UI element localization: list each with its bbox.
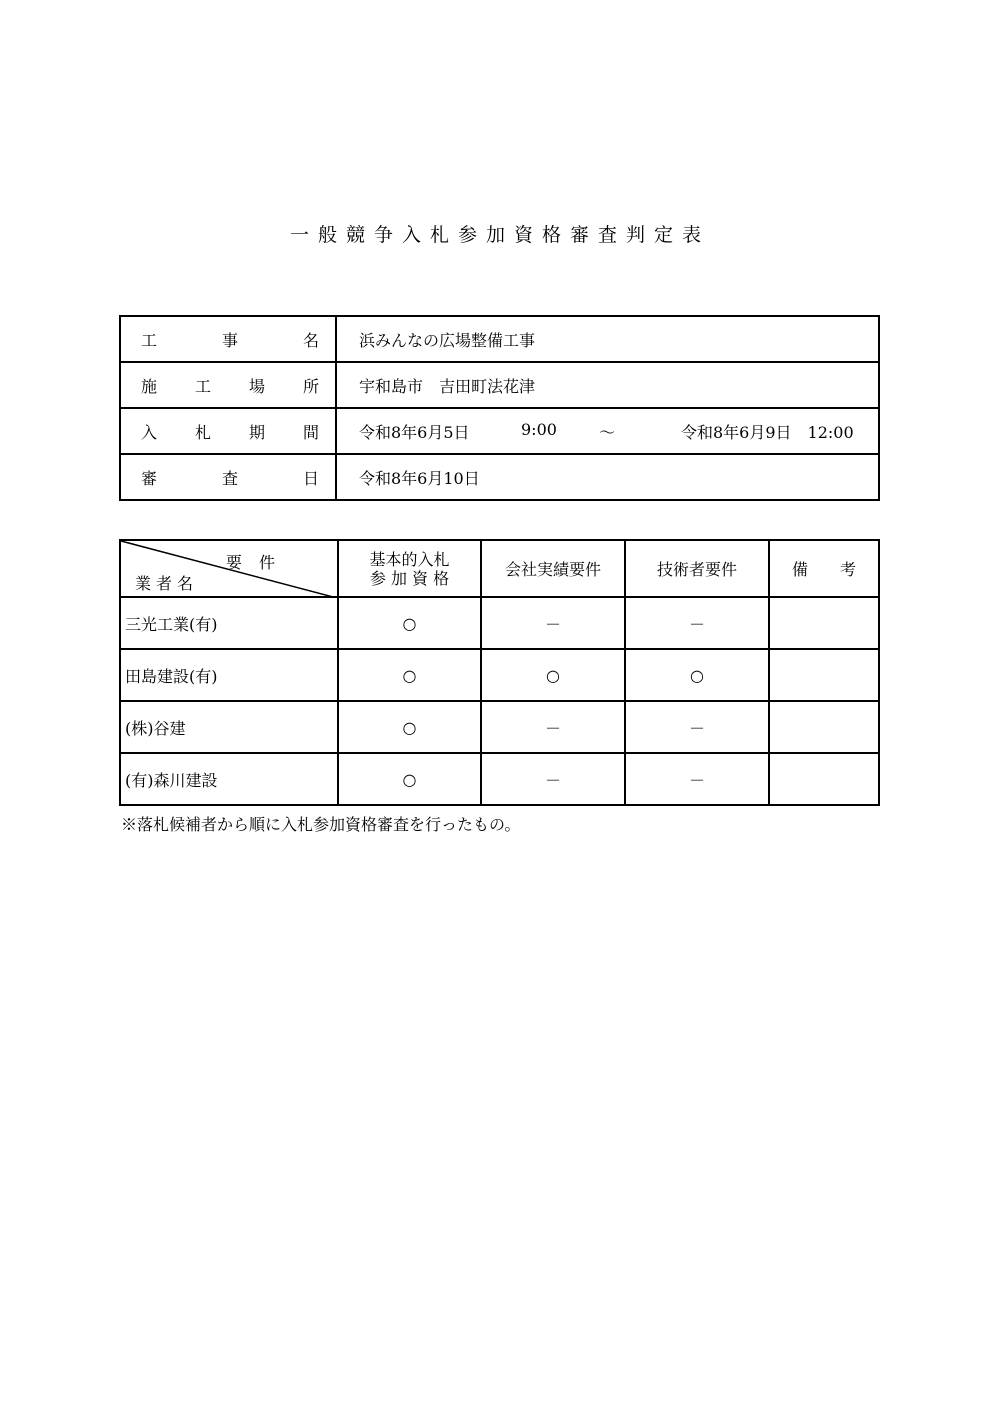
document-title: 一般競争入札参加資格審査判定表 (289, 224, 710, 246)
basic-result: ○ (338, 753, 481, 805)
review-date-label: 審 査 日 (120, 454, 336, 500)
requirement-header: 要 件 (225, 553, 281, 572)
diagonal-header-cell (120, 540, 338, 597)
company-name: (株)谷建 (120, 701, 338, 753)
company-name: (有)森川建設 (120, 753, 338, 805)
period-tilde: ～ (599, 422, 616, 442)
bid-period-label: 入 札 期 間 (120, 408, 336, 454)
project-name-value: 浜みんなの広場整備工事 (336, 316, 879, 362)
table-row (120, 597, 879, 649)
bid-period-row (120, 408, 879, 454)
company-result: － (481, 597, 625, 649)
table-row (120, 701, 879, 753)
company-name-header: 業者名 (135, 574, 199, 593)
period-start-date: 令和8年6月5日 (359, 422, 470, 442)
project-info-table (119, 315, 880, 501)
table-row (120, 753, 879, 805)
engineer-result: ○ (625, 649, 769, 701)
judgement-table (119, 539, 880, 806)
remarks-cell (769, 649, 879, 701)
review-date-row (120, 454, 879, 500)
remarks-header: 備 考 (769, 540, 879, 597)
remarks-cell (769, 597, 879, 649)
remarks-cell (769, 753, 879, 805)
basic-qualification-header: 基本的入札 参 加 資 格 (338, 540, 481, 597)
location-row (120, 362, 879, 408)
location-label: 施 工 場 所 (120, 362, 336, 408)
remarks-cell (769, 701, 879, 753)
project-name-label: 工 事 名 (120, 316, 336, 362)
company-result: ○ (481, 649, 625, 701)
basic-result: ○ (338, 701, 481, 753)
company-result: － (481, 753, 625, 805)
bid-period-value (336, 408, 879, 454)
location-value: 宇和島市 吉田町法花津 (336, 362, 879, 408)
footnote: ※落札候補者から順に入札参加資格審査を行ったもの。 (121, 815, 521, 834)
judgement-header-row (120, 540, 879, 597)
company-name: 三光工業(有) (120, 597, 338, 649)
engineer-requirement-header: 技術者要件 (625, 540, 769, 597)
review-date-value: 令和8年6月10日 (336, 454, 879, 500)
engineer-result: － (625, 701, 769, 753)
company-name: 田島建設(有) (120, 649, 338, 701)
engineer-result: － (625, 597, 769, 649)
basic-result: ○ (338, 597, 481, 649)
company-record-header: 会社実績要件 (481, 540, 625, 597)
company-result: － (481, 701, 625, 753)
project-name-row (120, 316, 879, 362)
engineer-result: － (625, 753, 769, 805)
table-row (120, 649, 879, 701)
period-start-time: 9:00 (521, 419, 557, 439)
basic-result: ○ (338, 649, 481, 701)
period-end: 令和8年6月9日 12:00 (681, 422, 854, 442)
